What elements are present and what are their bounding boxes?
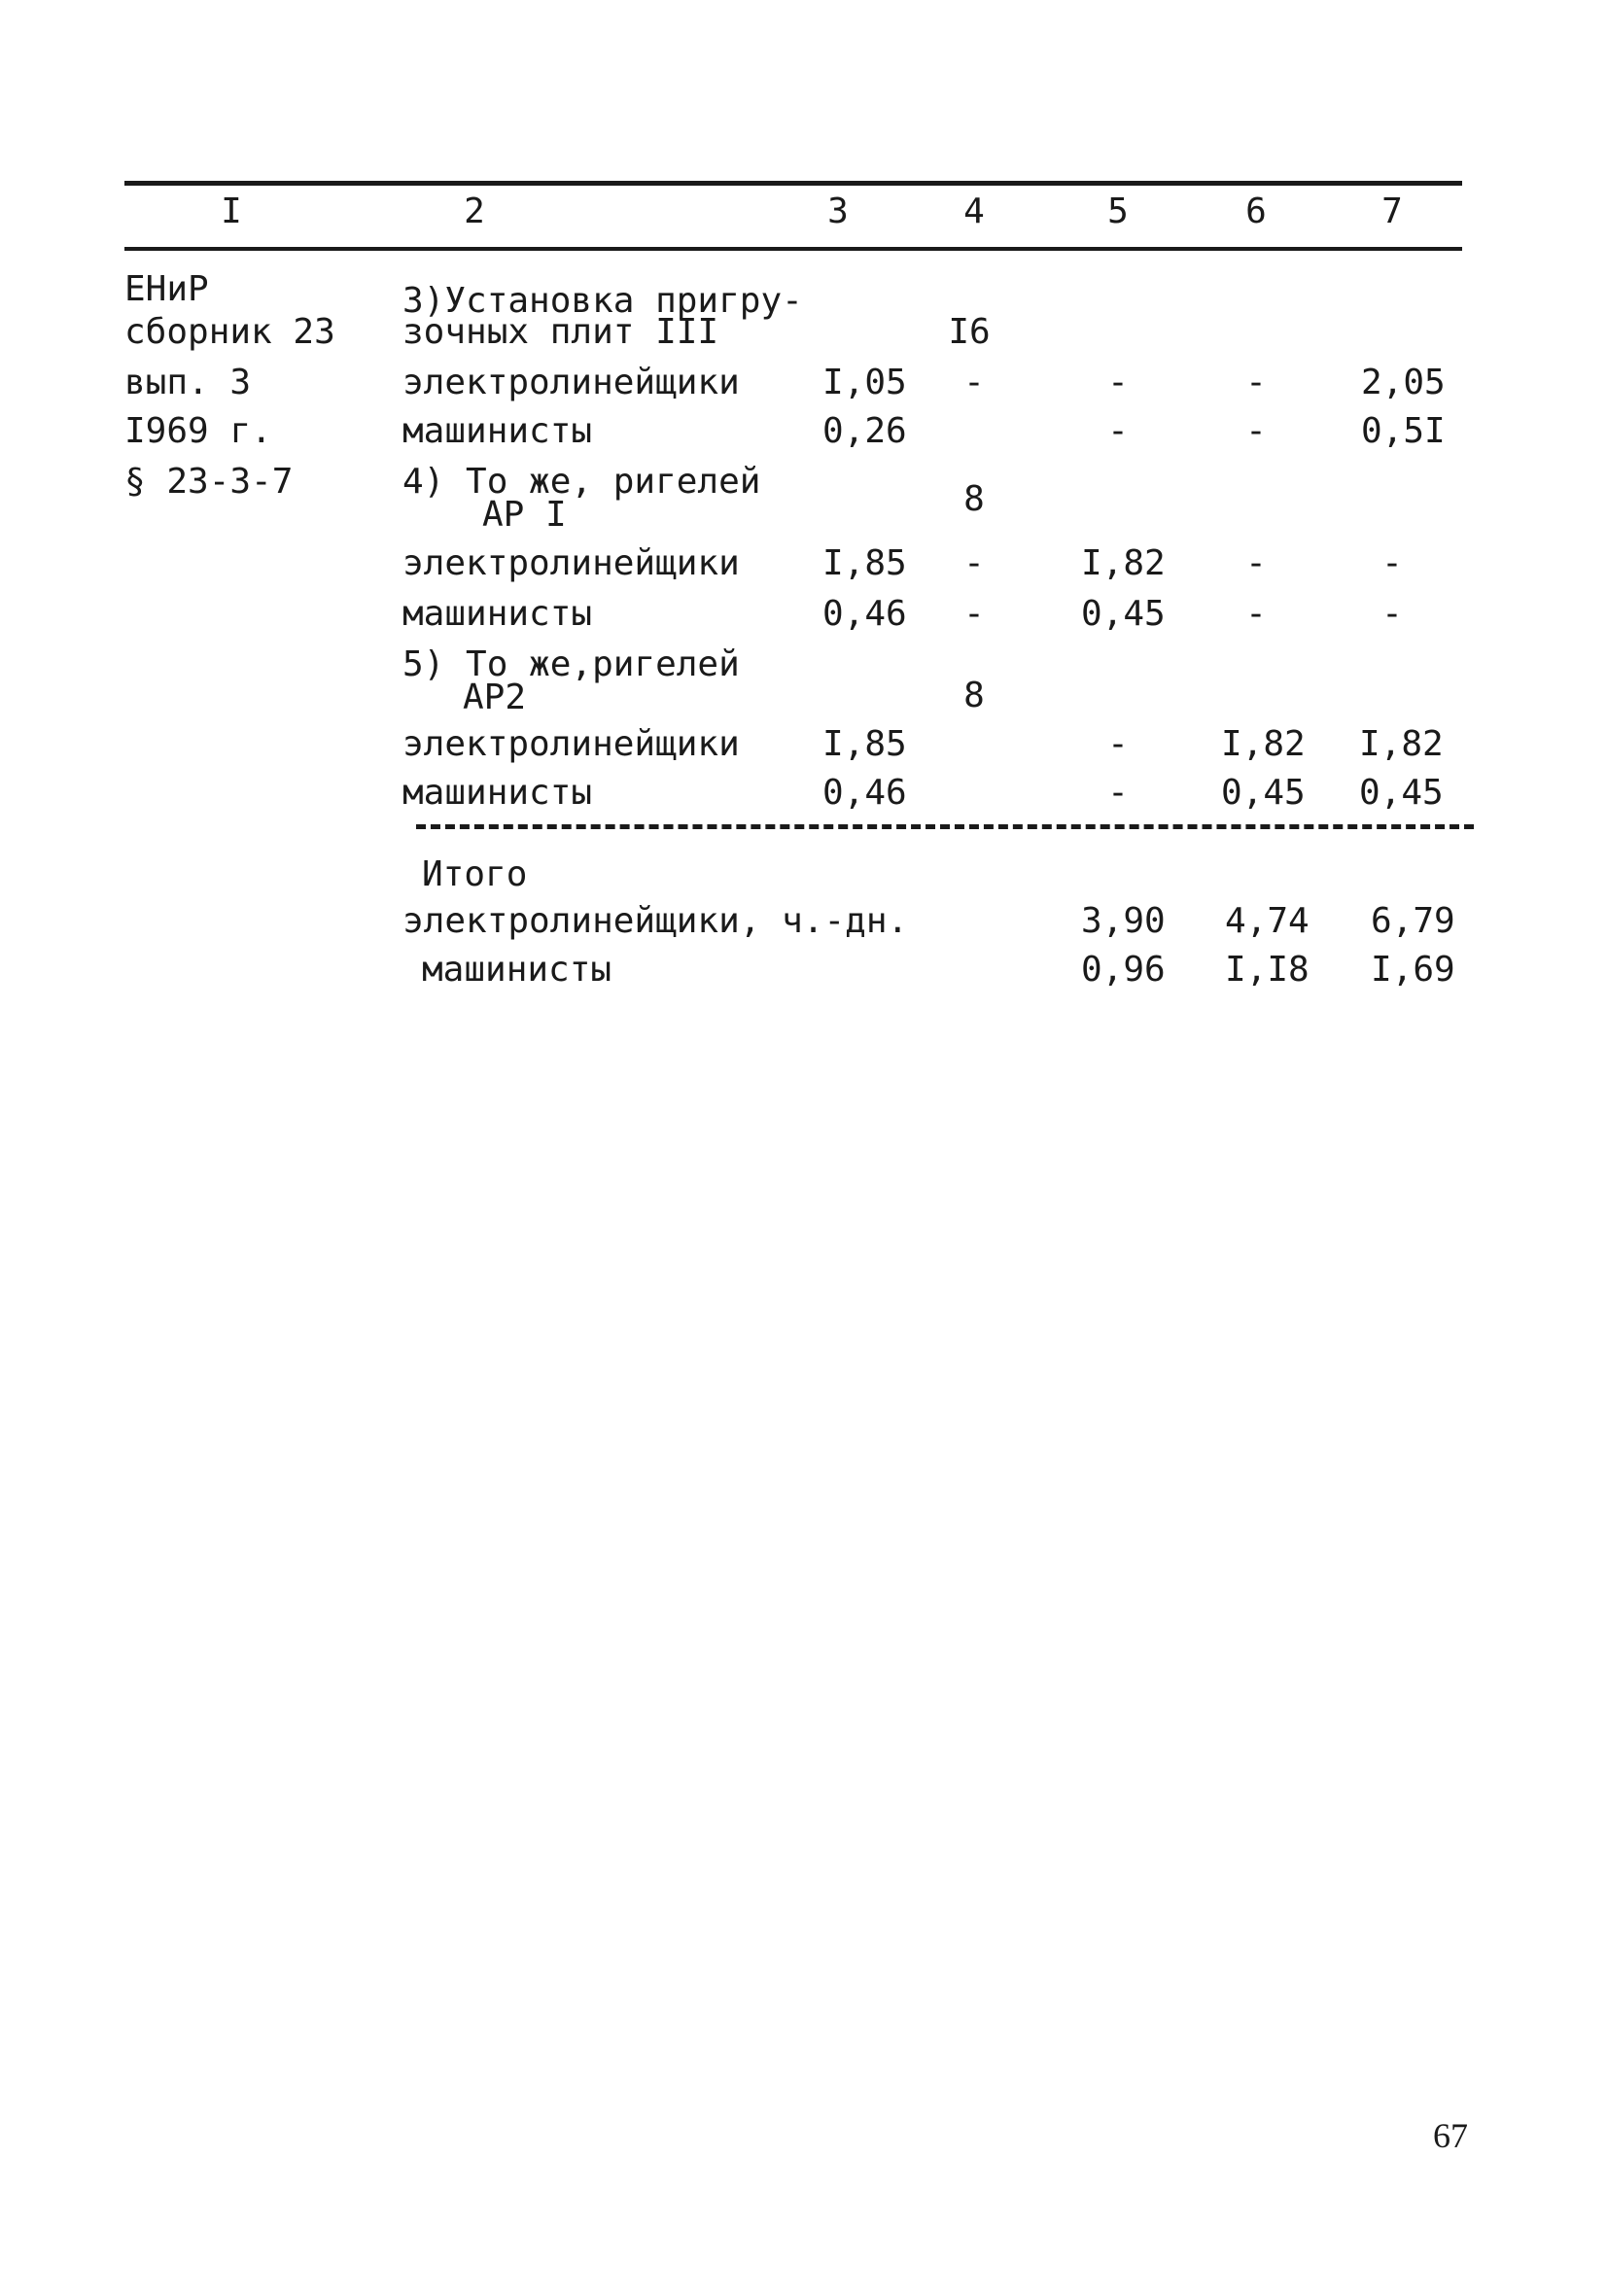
totals-dashed-rule <box>416 824 1474 829</box>
r6-c5: - <box>1107 773 1129 813</box>
totals-title: Итого <box>422 854 528 894</box>
header-col-5: 5 <box>1107 191 1129 231</box>
r2-c5: - <box>1107 411 1129 451</box>
r5-c7: I,82 <box>1359 724 1444 764</box>
totals-mach-c7: I,69 <box>1371 950 1455 990</box>
r5-c6: I,82 <box>1221 724 1306 764</box>
r1-c4: - <box>963 363 985 402</box>
r2-c6: - <box>1245 411 1267 451</box>
table-top-rule <box>124 181 1462 186</box>
r1-c5: - <box>1107 363 1129 402</box>
item5-title-line1: 5) То же,ригелей <box>402 644 740 684</box>
item3-title-line2: зочных плит III <box>402 312 719 352</box>
item3-col4: I6 <box>948 312 991 352</box>
header-col-2: 2 <box>464 191 485 231</box>
item4-title-line1: 4) То же, ригелей <box>402 462 761 502</box>
r4-c3: 0,46 <box>822 594 907 634</box>
totals-el-c7: 6,79 <box>1371 901 1455 941</box>
totals-mach-label: машинисты <box>422 950 612 990</box>
item5-title-line2: АР2 <box>463 678 527 717</box>
r6-c6: 0,45 <box>1221 773 1306 813</box>
r1-c3: I,05 <box>822 363 907 402</box>
r6-label: машинисты <box>402 773 593 813</box>
header-col-6: 6 <box>1245 191 1267 231</box>
r4-c4: - <box>963 594 985 634</box>
r5-c5: - <box>1107 724 1129 764</box>
item3-title-line1: 3)Установка пригру- <box>402 281 803 321</box>
source-line-2: сборник 23 <box>124 312 335 352</box>
totals-el-c6: 4,74 <box>1225 901 1310 941</box>
r5-label: электролинейщики <box>402 724 740 764</box>
r3-c5: I,82 <box>1081 543 1166 583</box>
r2-c7: 0,5I <box>1361 411 1446 451</box>
header-bottom-rule <box>124 247 1462 251</box>
header-col-4: 4 <box>963 191 985 231</box>
r3-label: электролинейщики <box>402 543 740 583</box>
r3-c4: - <box>963 543 985 583</box>
r1-c6: - <box>1245 363 1267 402</box>
source-line-1: ЕНиР <box>124 269 209 309</box>
r4-label: машинисты <box>402 594 593 634</box>
totals-el-label: электролинейщики, ч.-дн. <box>402 901 909 941</box>
r5-c3: I,85 <box>822 724 907 764</box>
totals-el-c5: 3,90 <box>1081 901 1166 941</box>
r2-c3: 0,26 <box>822 411 907 451</box>
r4-c6: - <box>1245 594 1267 634</box>
r2-label: машинисты <box>402 411 593 451</box>
source-line-4: I969 г. <box>124 411 272 451</box>
header-col-3: 3 <box>827 191 849 231</box>
totals-mach-c5: 0,96 <box>1081 950 1166 990</box>
item4-title-line2: АР I <box>482 495 567 535</box>
r4-c5: 0,45 <box>1081 594 1166 634</box>
r3-c7: - <box>1381 543 1403 583</box>
r1-label: электролинейщики <box>402 363 740 402</box>
header-col-7: 7 <box>1381 191 1403 231</box>
source-line-5: § 23-3-7 <box>124 462 294 502</box>
r3-c3: I,85 <box>822 543 907 583</box>
item5-col4: 8 <box>963 676 985 715</box>
r4-c7: - <box>1381 594 1403 634</box>
r3-c6: - <box>1245 543 1267 583</box>
item4-col4: 8 <box>963 479 985 519</box>
totals-mach-c6: I,I8 <box>1225 950 1310 990</box>
source-line-3: вып. 3 <box>124 363 252 402</box>
page-number: 67 <box>1433 2116 1468 2155</box>
header-col-1: I <box>221 191 242 231</box>
r1-c7: 2,05 <box>1361 363 1446 402</box>
r6-c7: 0,45 <box>1359 773 1444 813</box>
r6-c3: 0,46 <box>822 773 907 813</box>
